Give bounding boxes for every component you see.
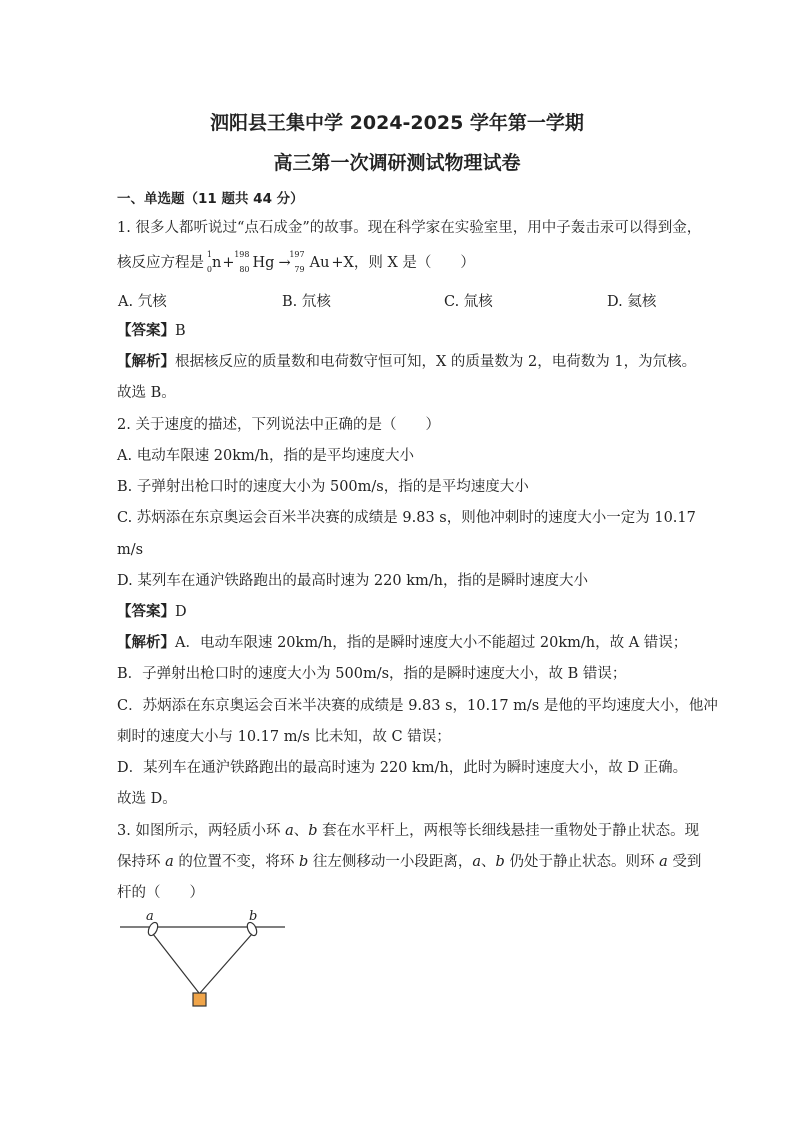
q1-conclusion: 故选 B。	[117, 385, 176, 401]
analysis-tag: 【解析】	[117, 354, 175, 370]
section-heading: 一、单选题（11 题共 44 分）	[117, 191, 304, 207]
q2-answer	[117, 602, 187, 622]
q1-hg-symbol: Hg	[252, 255, 275, 271]
text: 套在水平杆上，两根等长细线悬挂一重物处于静止状态。现	[317, 823, 700, 839]
q1-plus-x: +X	[331, 255, 354, 271]
answer-tag: 【答案】	[117, 323, 175, 339]
q1-answer	[117, 321, 186, 341]
answer-value: B	[175, 323, 186, 339]
q2-option-b: B. 子弹射出枪口时的速度大小为 500m/s，指的是平均速度大小	[117, 479, 529, 495]
analysis-text: A．电动车限速 20km/h，指的是瞬时速度大小不能超过 20km/h，故 A 错误；	[175, 635, 688, 651]
q2-option-d: D. 某列车在通沪铁路跑出的最高时速为 220 km/h，指的是瞬时速度大小	[117, 573, 588, 589]
text: 受到	[667, 854, 702, 870]
q2-stem: 2. 关于速度的描述，下列说法中正确的是（ ）	[117, 417, 440, 433]
q2-analysis-d: D．某列车在通沪铁路跑出的最高时速为 220 km/h，此时为瞬时速度大小，故 D 正确。	[117, 760, 688, 776]
text: 保持环	[117, 854, 166, 870]
text: 、	[481, 854, 496, 870]
label-b: b	[249, 909, 258, 924]
q1-neutron-nums: 1 0	[206, 250, 212, 274]
answer-tag: 【答案】	[117, 604, 175, 620]
q2-analysis-c-line1: C．苏炳添在东京奥运会百米半决赛的成绩是 9.83 s，10.17 m/s 是他的平均速度大小，他冲	[117, 698, 718, 714]
label-a: a	[146, 909, 154, 924]
q1-analysis	[117, 352, 696, 372]
q1-au-nums: 197 79	[289, 250, 305, 274]
q2-analysis-b: B．子弹射出枪口时的速度大小为 500m/s，指的是瞬时速度大小，故 B 错误；	[117, 666, 627, 682]
q1-plus: +	[222, 255, 235, 271]
q2-analysis-a	[117, 633, 687, 653]
q2-option-c-line2: m/s	[117, 542, 144, 558]
q2-analysis-c-line2: 刺时的速度大小与 10.17 m/s 比未知，故 C 错误；	[117, 729, 451, 745]
var-b: b	[298, 854, 309, 870]
q3-figure	[115, 905, 295, 1010]
q1-suffix: ，则 X 是（ ）	[353, 255, 475, 271]
q1-option-a: A. 氕核	[118, 294, 167, 310]
text: 3. 如图所示，两轻质小环	[117, 823, 286, 839]
hanging-block	[193, 993, 206, 1006]
q3-stem-line1	[117, 821, 699, 841]
q2-option-c-line1: C. 苏炳添在东京奥运会百米半决赛的成绩是 9.83 s，则他冲刺时的速度大小一定为 10.17	[117, 510, 696, 526]
var-b: b	[495, 854, 505, 870]
text: 往左侧移动一小段距离，	[308, 854, 473, 870]
var-a: a	[472, 854, 482, 870]
doc-title-line1: 泗阳县王集中学 2024-2025 学年第一学期	[210, 112, 584, 134]
q1-hg-nums: 198 80	[234, 250, 250, 274]
text: 、	[293, 823, 309, 839]
text: 仍处于静止状态。则环	[504, 854, 660, 870]
q1-option-b: B. 氘核	[282, 294, 331, 310]
answer-value: D	[175, 604, 187, 620]
q1-prefix: 核反应方程是	[117, 255, 204, 271]
q1-option-c: C. 氚核	[444, 294, 493, 310]
q1-arrow: →	[278, 255, 291, 271]
analysis-tag: 【解析】	[117, 635, 175, 651]
var-a: a	[659, 854, 668, 870]
q3-stem-line2	[117, 852, 701, 872]
q1-stem-line1: 1. 很多人都听说过“点石成金”的故事。现在科学家在实验室里，用中子轰击汞可以得到金，	[117, 220, 702, 236]
var-a: a	[165, 854, 174, 870]
analysis-text: 根据核反应的质量数和电荷数守恒可知，X 的质量数为 2，电荷数为 1，为氘核。	[175, 354, 697, 370]
q1-stem-line2	[117, 252, 475, 274]
q2-conclusion: 故选 D。	[117, 791, 177, 807]
q1-neutron-symbol: n	[212, 255, 222, 271]
string-b	[200, 934, 252, 993]
doc-title-line2: 高三第一次调研测试物理试卷	[273, 152, 521, 174]
q1-au-symbol: Au	[309, 255, 330, 271]
q2-option-a: A. 电动车限速 20km/h，指的是平均速度大小	[117, 448, 415, 464]
string-a	[153, 934, 199, 993]
var-a: a	[285, 823, 294, 839]
q1-option-d: D. 氦核	[607, 294, 657, 310]
q3-stem-line3: 杆的（ ）	[117, 885, 204, 901]
var-b: b	[308, 823, 318, 839]
text: 的位置不变，将环	[173, 854, 299, 870]
